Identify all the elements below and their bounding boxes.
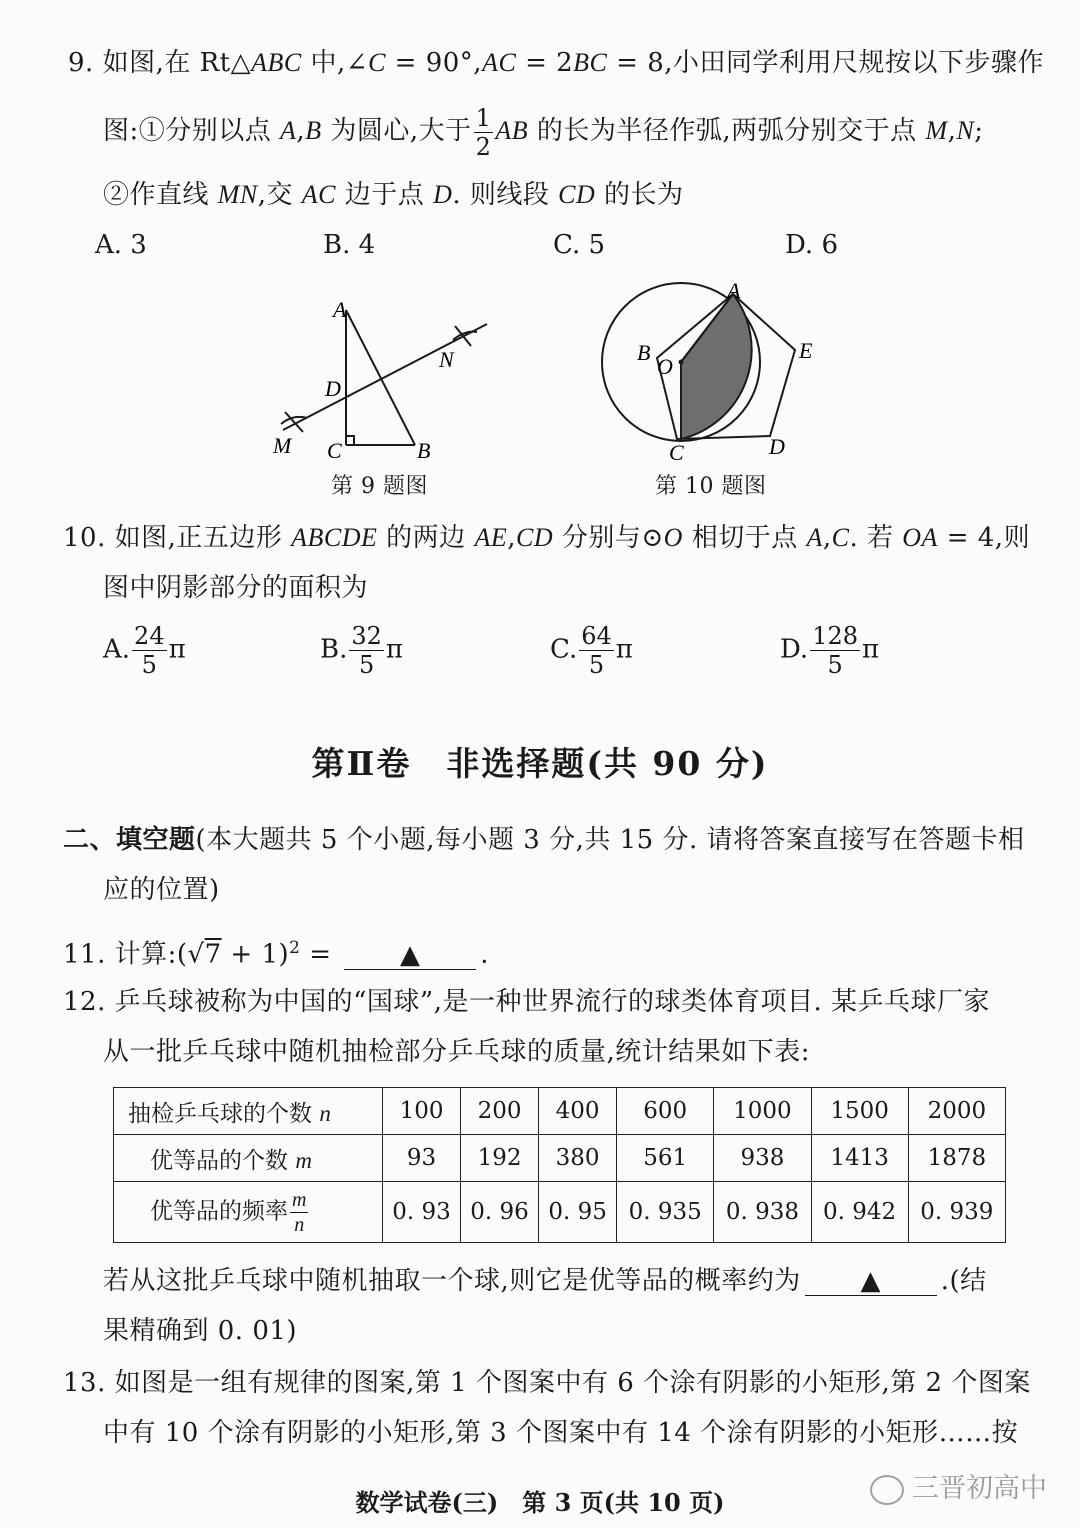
q12-line3: 若从这批乒乓球中随机抽取一个球,则它是优等品的概率约为 ▲ .(结 — [103, 1266, 987, 1296]
table-cell: 0. 935 — [617, 1182, 714, 1243]
q10-line2: 图中阴影部分的面积为 — [103, 573, 369, 603]
q9-line3: ②作直线 MN,交 AC 边于点 D. 则线段 CD 的长为 — [103, 180, 684, 210]
q10-option-c: C. $\frac{64}{5}$ π — [550, 622, 633, 679]
q9-option-a: A. 3 — [95, 230, 147, 260]
row2-label: 优等品的个数 m — [114, 1135, 383, 1182]
page-footer: 数学试卷(三) 第 3 页(共 10 页) — [355, 1488, 725, 1517]
table-cell: 400 — [539, 1088, 617, 1135]
q9-figure-caption: 第 9 题图 — [331, 474, 428, 499]
q13-line2: 中有 10 个涂有阴影的小矩形,第 3 个图案中有 14 个涂有阴影的小矩形……按 — [103, 1418, 1019, 1448]
table-cell: 1413 — [811, 1135, 908, 1182]
section-title: 第Ⅱ卷 非选择题(共 90 分) — [311, 744, 769, 783]
table-row — [114, 1088, 1006, 1135]
q12-answer-blank[interactable]: ▲ — [805, 1267, 937, 1296]
q9-figure — [255, 290, 515, 470]
q9-line1: 9. 如图,在 Rt△ABC 中,∠C = 90°,AC = 2BC = 8,小田同学利用尺规按以下步骤作 — [68, 48, 1045, 78]
table-cell: 561 — [617, 1135, 714, 1182]
q12-line2: 从一批乒乓球中随机抽检部分乒乓球的质量,统计结果如下表: — [103, 1037, 811, 1067]
q10-label-b: B — [637, 340, 651, 365]
table-cell: 0. 942 — [811, 1182, 908, 1243]
table-cell: 380 — [539, 1135, 617, 1182]
q10-option-d: D. $\frac{128}{5}$ π — [780, 622, 880, 679]
q9-label-d: D — [325, 376, 341, 401]
q10-figure — [595, 278, 835, 470]
q11: 11. 计算:(√7 + 1)$^2$ = ▲ . — [63, 938, 490, 970]
row3-label: 优等品的频率 $\frac{m}{n}$ — [114, 1182, 383, 1243]
q10-label-d: D — [769, 434, 785, 459]
q12-table — [113, 1087, 1006, 1243]
q10-line1: 10. 如图,正五边形 ABCDE 的两边 AE,CD 分别与⊙O 相切于点 A,C. 若 OA = 4,则 — [63, 523, 1031, 553]
q10-option-b: B. $\frac{32}{5}$ π — [320, 622, 404, 679]
q10-label-c: C — [669, 440, 684, 465]
table-cell: 0. 939 — [908, 1182, 1005, 1243]
q9-line2: 图:①分别以点 A,B 为圆心,大于 $\frac{1}{2}$ AB 的长为半径作弧,两弧分别交于点 M,N; — [103, 103, 984, 161]
table-cell: 1878 — [908, 1135, 1005, 1182]
q12-line4: 果精确到 0. 01) — [103, 1316, 298, 1346]
table-cell: 93 — [383, 1135, 461, 1182]
q9-label-a: A — [333, 297, 347, 322]
q10-label-a: A — [727, 278, 741, 303]
q9-label-m: M — [273, 433, 292, 458]
q12-line1: 12. 乒乓球被称为中国的“国球”,是一种世界流行的球类体育项目. 某乒乓球厂家 — [63, 987, 990, 1017]
table-cell: 938 — [714, 1135, 811, 1182]
q9-fraction: $\frac{1}{2}$ — [475, 103, 492, 161]
q10-label-o: O — [657, 354, 673, 379]
q10-option-a: A. $\frac{24}{5}$ π — [103, 622, 186, 679]
q9-label-n: N — [439, 347, 454, 372]
q9-option-b: B. 4 — [323, 230, 376, 260]
q13-line1: 13. 如图是一组有规律的图案,第 1 个图案中有 6 个涂有阴影的小矩形,第 2 个图案 — [63, 1368, 1031, 1398]
row1-label: 抽检乒乓球的个数 n — [114, 1088, 383, 1135]
q11-answer-blank[interactable]: ▲ — [344, 941, 476, 970]
q10-figure-caption: 第 10 题图 — [655, 474, 767, 499]
watermark: 三晋初高中 — [870, 1466, 1047, 1505]
table-cell: 200 — [461, 1088, 539, 1135]
table-cell: 192 — [461, 1135, 539, 1182]
table-cell: 1000 — [714, 1088, 811, 1135]
table-cell: 2000 — [908, 1088, 1005, 1135]
table-row — [114, 1182, 1006, 1243]
q9-option-d: D. 6 — [785, 230, 838, 260]
q9-option-c: C. 5 — [553, 230, 606, 260]
table-cell: 0. 938 — [714, 1182, 811, 1243]
part2-instructions: 二、填空题(本大题共 5 个小题,每小题 3 分,共 15 分. 请将答案直接写在答题卡相 — [63, 825, 1025, 855]
table-cell: 600 — [617, 1088, 714, 1135]
table-cell: 0. 95 — [539, 1182, 617, 1243]
table-row — [114, 1135, 1006, 1182]
table-cell: 0. 93 — [383, 1182, 461, 1243]
q10-label-e: E — [799, 338, 813, 363]
table-cell: 100 — [383, 1088, 461, 1135]
table-cell: 1500 — [811, 1088, 908, 1135]
table-cell: 0. 96 — [461, 1182, 539, 1243]
q9-label-b: B — [417, 438, 431, 463]
part2-instructions-cont: 应的位置) — [103, 875, 220, 905]
q9-label-c: C — [327, 438, 342, 463]
wechat-logo-icon — [870, 1475, 904, 1505]
